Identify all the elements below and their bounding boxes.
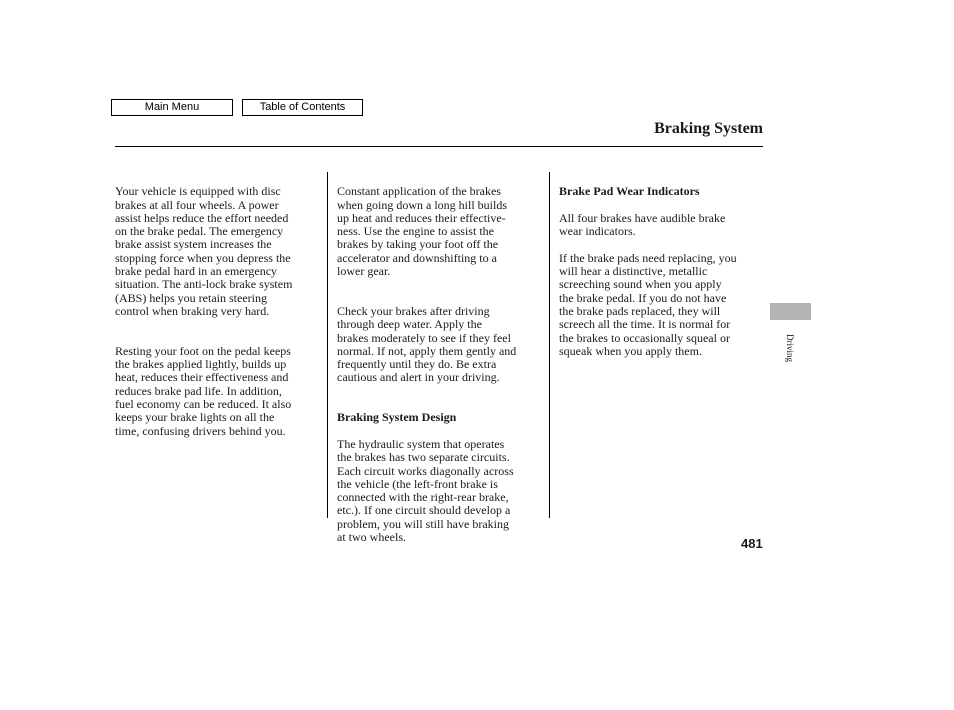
paragraph-deep-water: Check your brakes after driving through deep water. Apply the brakes moderately to see if they feel normal. If not, apply them gently and frequently until they do. Be extra cautious and alert in your driving. (337, 303, 517, 385)
section-side-tab (770, 303, 811, 320)
title-divider (115, 146, 763, 147)
table-of-contents-button[interactable]: Table of Contents (242, 99, 363, 116)
paragraph-resting-foot: Resting your foot on the pedal keeps the brakes applied lightly, builds up heat, reduces their effectiveness and reduces brake pad life. In addition, fuel economy can be reduced. It also keeps your brake lights on all the time, confusing drivers behind you. (115, 343, 292, 438)
section-title: Braking System (654, 120, 763, 137)
paragraph-disc-brakes: Your vehicle is equipped with disc brakes at all four wheels. A power assist helps reduce the effort needed on the brake pedal. The emergency brake assist system increases the stopping force when you depress the brake pedal hard in an emergency situation. The anti-lock brake system (ABS) helps you retain steering control when braking very hard. (115, 184, 293, 318)
main-menu-button[interactable]: Main Menu (111, 99, 233, 116)
paragraph-hydraulic-system: The hydraulic system that operates the brakes has two separate circuits. Each circuit works diagonally across the vehicle (the left-front brake is connected with the right-rear brake, etc.). If one circuit should develop a problem, you will still have braking at two wheels. (337, 436, 514, 545)
paragraph-replace-pads: If the brake pads need replacing, you will hear a distinctive, metallic screeching sound when you apply the brake pedal. If you do not have the brake pads replaced, they will screech all the time. It is normal for the brakes to occasionally squeal or squeak when you apply them. (559, 250, 737, 358)
text-column-3 (559, 172, 769, 371)
column-divider-1 (327, 172, 328, 518)
section-side-label: Driving (785, 334, 795, 362)
column-divider-2 (549, 172, 550, 518)
heading-braking-system-design: Braking System Design (337, 410, 457, 425)
heading-brake-pad-wear-indicators: Brake Pad Wear Indicators (559, 184, 700, 199)
text-column-1 (115, 172, 320, 465)
paragraph-constant-application: Constant application of the brakes when going down a long hill builds up heat and reduces their effective- ness. Use the engine to assist the brakes by taking your foot off the accelerator and downshifting to a lower gear. (337, 184, 507, 279)
paragraph-audible-indicators: All four brakes have audible brake wear indicators. (559, 210, 726, 239)
page-number: 481 (741, 536, 763, 551)
text-column-2 (337, 172, 542, 558)
